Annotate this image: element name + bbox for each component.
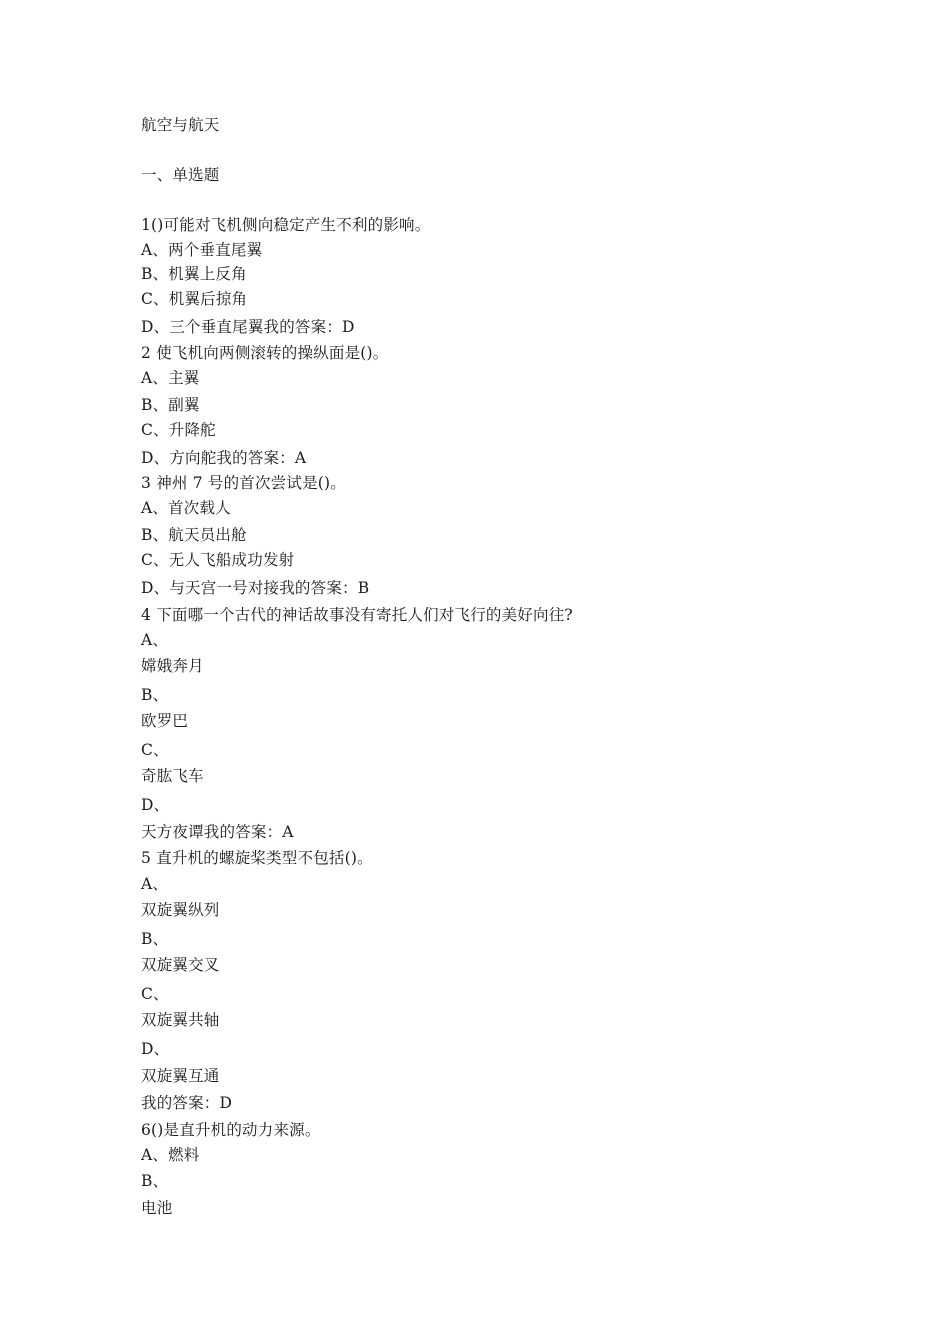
document-title: 航空与航天 bbox=[141, 116, 220, 134]
option-text: 欧罗巴 bbox=[141, 712, 189, 730]
option-letter: B、 bbox=[141, 930, 169, 948]
question-text: 1()可能对飞机侧向稳定产生不利的影响。 bbox=[141, 216, 431, 234]
section-heading: 一、单选题 bbox=[141, 166, 220, 184]
option-answer-line: 天方夜谭我的答案：A bbox=[141, 823, 294, 841]
question-text: 4 下面哪一个古代的神话故事没有寄托人们对飞行的美好向往? bbox=[141, 606, 573, 624]
option-letter: A、 bbox=[141, 875, 169, 893]
option-line: C、升降舵 bbox=[141, 421, 216, 439]
option-letter: C、 bbox=[141, 985, 169, 1003]
option-line: B、机翼上反角 bbox=[141, 265, 247, 283]
option-letter: A、 bbox=[141, 631, 169, 649]
option-line: B、航天员出舱 bbox=[141, 526, 247, 544]
answer-line: 我的答案：D bbox=[141, 1094, 233, 1112]
question-text: 3 神州 7 号的首次尝试是()。 bbox=[141, 474, 346, 492]
option-line: A、首次载人 bbox=[141, 499, 231, 517]
option-answer-line: D、方向舵我的答案：A bbox=[141, 449, 307, 467]
option-text: 奇肱飞车 bbox=[141, 767, 204, 785]
question-text: 5 直升机的螺旋桨类型不包括()。 bbox=[141, 849, 373, 867]
document-page bbox=[141, 0, 841, 1344]
option-line: B、副翼 bbox=[141, 396, 200, 414]
option-letter: B、 bbox=[141, 1172, 169, 1190]
option-text: 双旋翼交叉 bbox=[141, 956, 220, 974]
option-text: 双旋翼纵列 bbox=[141, 901, 220, 919]
option-line: A、燃料 bbox=[141, 1146, 200, 1164]
option-letter: D、 bbox=[141, 796, 170, 814]
option-text: 双旋翼共轴 bbox=[141, 1011, 220, 1029]
question-text: 2 使飞机向两侧滚转的操纵面是()。 bbox=[141, 344, 389, 362]
option-letter: B、 bbox=[141, 686, 169, 704]
option-line: A、主翼 bbox=[141, 369, 200, 387]
option-answer-line: D、与天宫一号对接我的答案：B bbox=[141, 579, 370, 597]
option-line: C、无人飞船成功发射 bbox=[141, 551, 295, 569]
option-text: 嫦娥奔月 bbox=[141, 657, 204, 675]
option-line: A、两个垂直尾翼 bbox=[141, 241, 263, 259]
question-text: 6()是直升机的动力来源。 bbox=[141, 1121, 321, 1139]
option-answer-line: D、三个垂直尾翼我的答案：D bbox=[141, 318, 355, 336]
option-letter: D、 bbox=[141, 1040, 170, 1058]
option-text: 电池 bbox=[141, 1199, 173, 1217]
option-text: 双旋翼互通 bbox=[141, 1067, 220, 1085]
option-line: C、机翼后掠角 bbox=[141, 290, 248, 308]
option-letter: C、 bbox=[141, 741, 169, 759]
